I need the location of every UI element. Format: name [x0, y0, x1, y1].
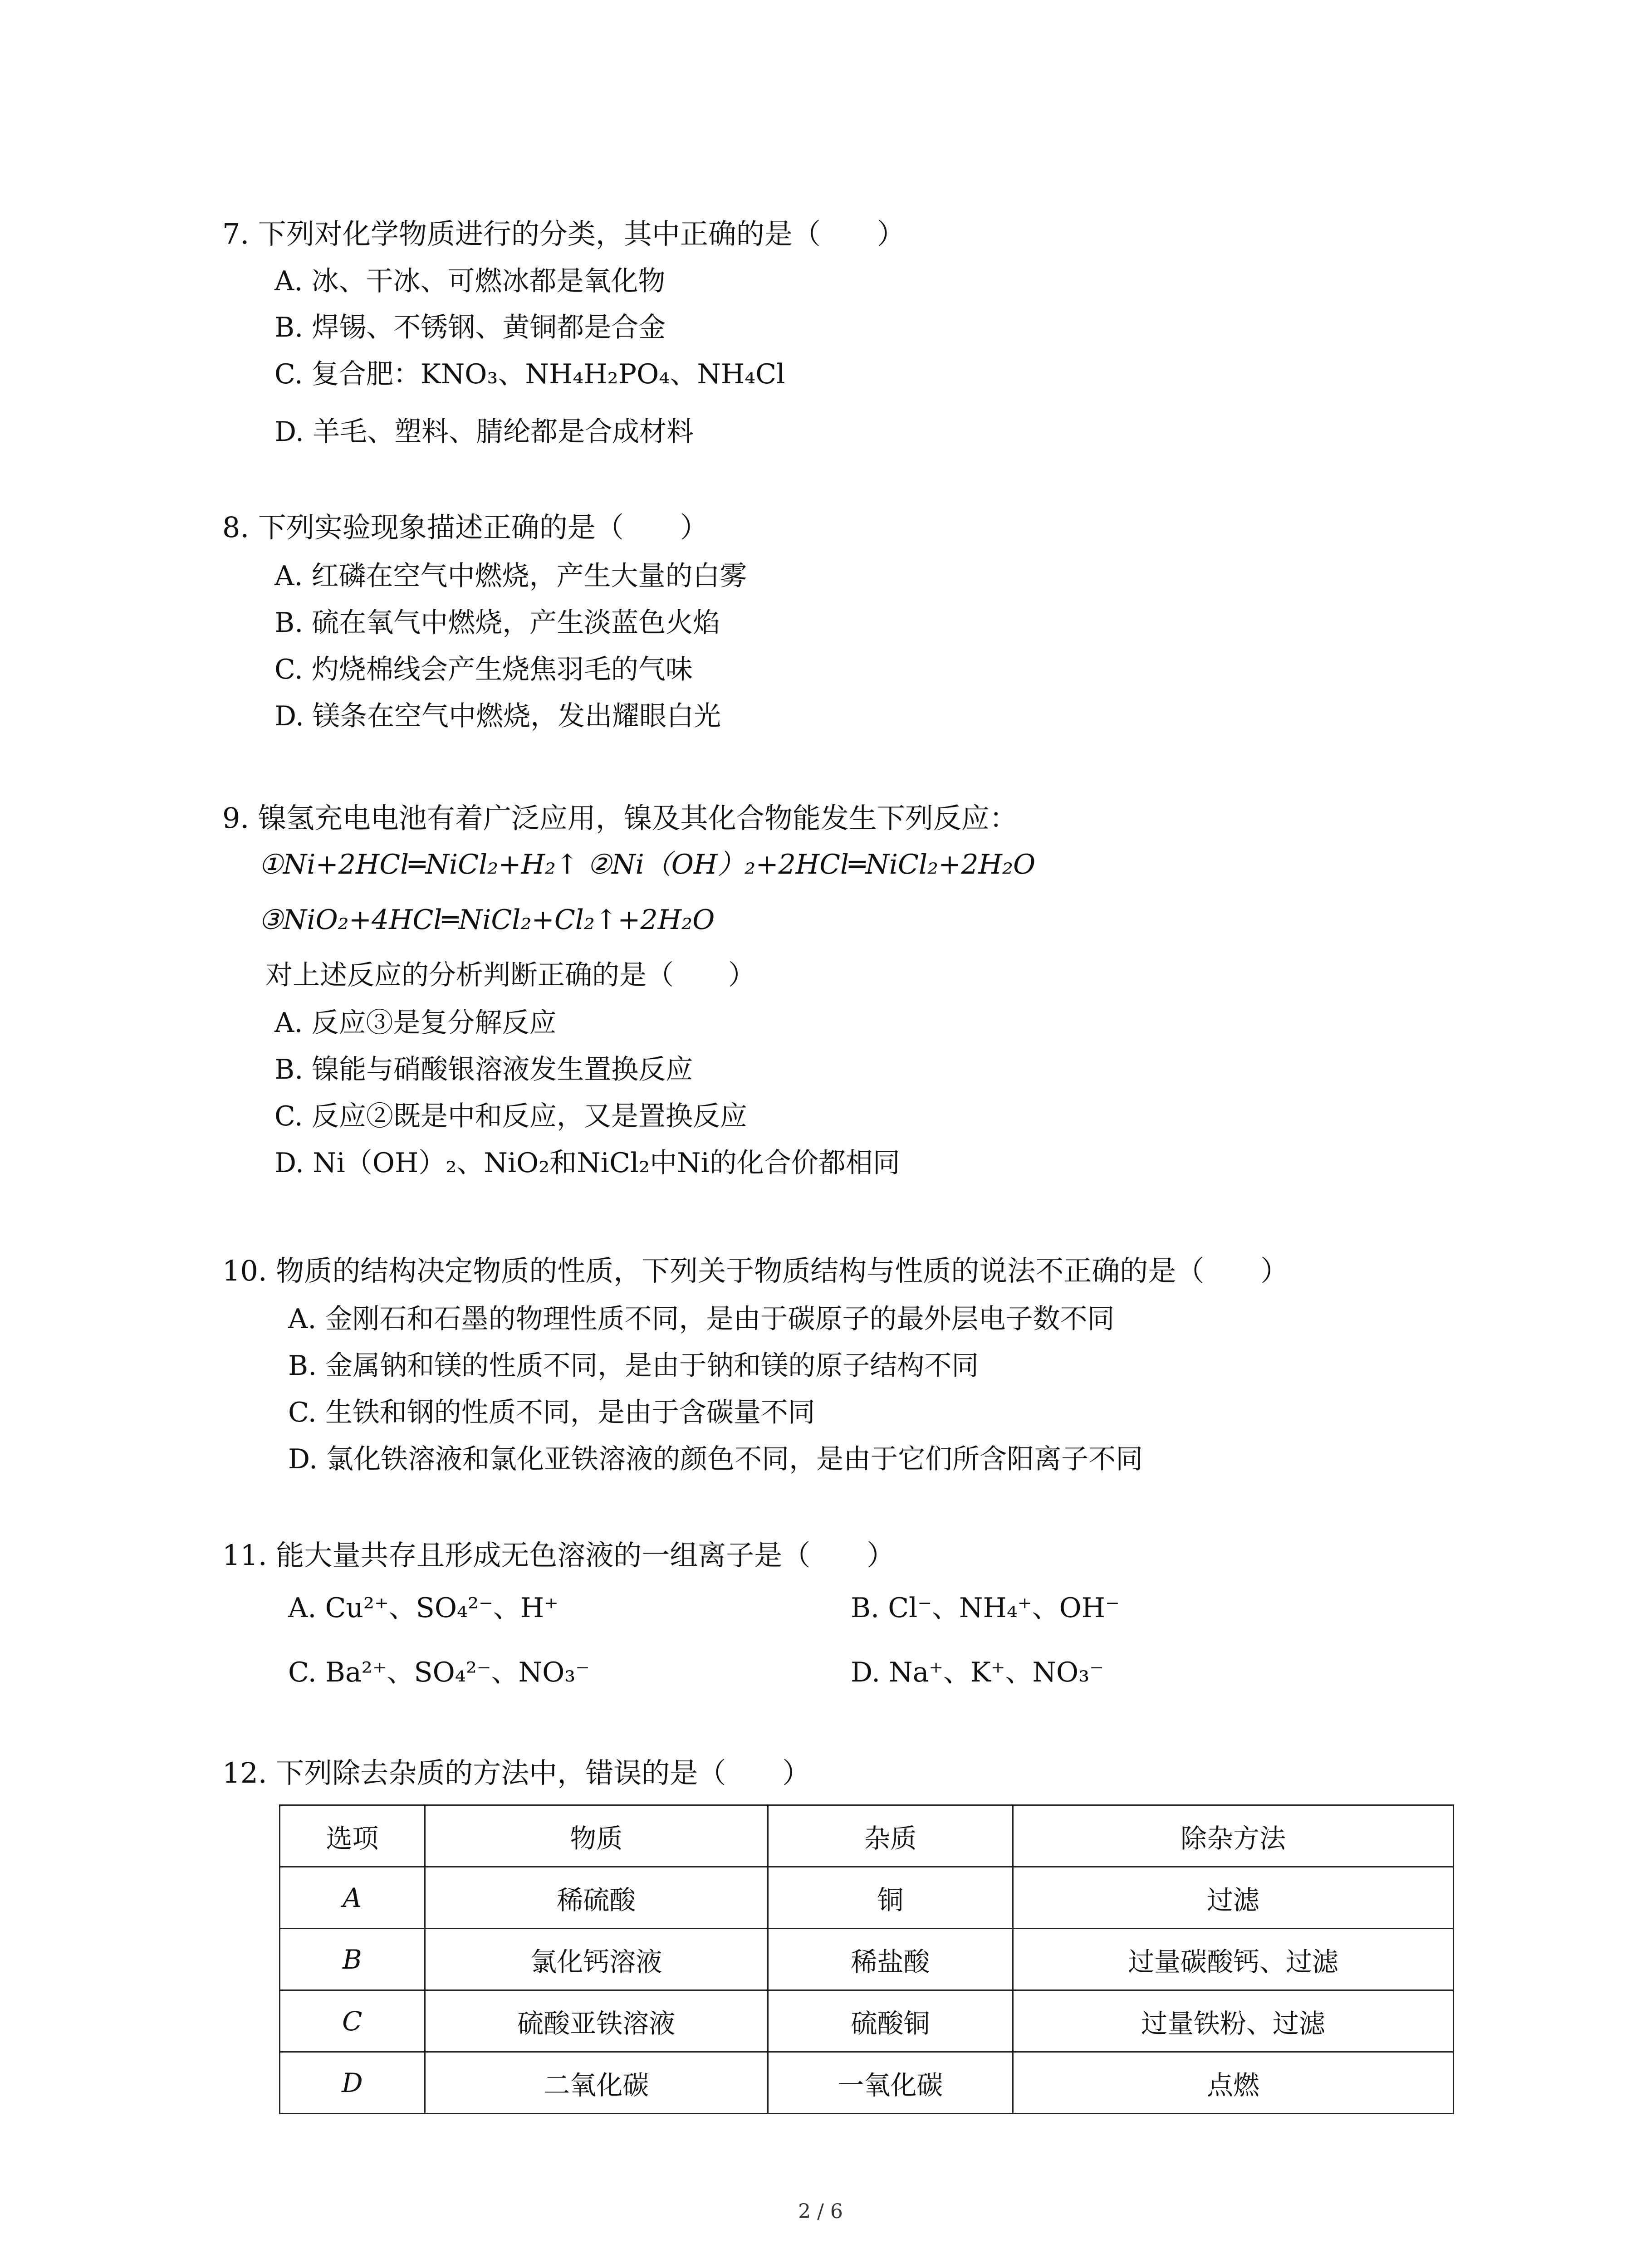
- question-11-option-a: A. Cu²⁺、SO₄²⁻、H⁺: [288, 1592, 558, 1624]
- question-9-option-c: C. 反应②既是中和反应，又是置换反应: [274, 1100, 747, 1132]
- question-7-option-a: A. 冰、干冰、可燃冰都是氧化物: [274, 265, 666, 297]
- table-header-row: [280, 1805, 1454, 1867]
- question-10-option-d: D. 氯化铁溶液和氯化亚铁溶液的颜色不同，是由于它们所含阳离子不同: [288, 1443, 1143, 1475]
- table-cell-option: A: [280, 1867, 425, 1929]
- table-cell-substance: 硫酸亚铁溶液: [425, 1990, 768, 2052]
- question-10-option-c: C. 生铁和钢的性质不同，是由于含碳量不同: [288, 1397, 815, 1428]
- table-cell-method: 过量铁粉、过滤: [1013, 1990, 1454, 2052]
- table-header-cell: 物质: [425, 1805, 768, 1867]
- question-8-stem: 8. 下列实验现象描述正确的是（ ）: [222, 511, 708, 544]
- table-header-cell: 杂质: [768, 1805, 1013, 1867]
- question-11-option-b: B. Cl⁻、NH₄⁺、OH⁻: [851, 1592, 1120, 1624]
- table-header-cell: 除杂方法: [1013, 1805, 1454, 1867]
- table-cell-method: 点燃: [1013, 2052, 1454, 2114]
- question-11-stem: 11. 能大量共存且形成无色溶液的一组离子是（ ）: [222, 1539, 895, 1572]
- table-row: [280, 1867, 1454, 1929]
- question-9-stem: 9. 镍氢充电电池有着广泛应用，镍及其化合物能发生下列反应：: [222, 802, 1018, 835]
- question-11-option-c: C. Ba²⁺、SO₄²⁻、NO₃⁻: [288, 1657, 590, 1688]
- table-cell-option: B: [280, 1929, 425, 1990]
- table-cell-impurity: 铜: [768, 1867, 1013, 1929]
- question-8-option-c: C. 灼烧棉线会产生烧焦羽毛的气味: [274, 654, 693, 685]
- table-row: [280, 2052, 1454, 2114]
- table-cell-impurity: 硫酸铜: [768, 1990, 1013, 2052]
- question-10-option-a: A. 金刚石和石墨的物理性质不同，是由于碳原子的最外层电子数不同: [288, 1303, 1115, 1335]
- question-9-equation-1-2: ①Ni+2HCl═NiCl₂+H₂↑ ②Ni（OH）₂+2HCl═NiCl₂+2H₂O: [259, 849, 1036, 880]
- table-cell-substance: 稀硫酸: [425, 1867, 768, 1929]
- question-9-equation-3: ③NiO₂+4HCl═NiCl₂+Cl₂↑+2H₂O: [259, 904, 715, 936]
- question-7-option-b: B. 焊锡、不锈钢、黄铜都是合金: [274, 312, 666, 343]
- table-header-cell: 选项: [280, 1805, 425, 1867]
- table-cell-substance: 二氧化碳: [425, 2052, 768, 2114]
- page-number: 2 / 6: [798, 2200, 843, 2223]
- question-7-stem: 7. 下列对化学物质进行的分类，其中正确的是（ ）: [222, 217, 905, 250]
- table-cell-impurity: 稀盐酸: [768, 1929, 1013, 1990]
- question-7-option-c: C. 复合肥：KNO₃、NH₄H₂PO₄、NH₄Cl: [274, 358, 785, 390]
- table-cell-method: 过滤: [1013, 1867, 1454, 1929]
- question-8-option-a: A. 红磷在空气中燃烧，产生大量的白雾: [274, 560, 747, 592]
- question-9-option-d: D. Ni（OH）₂、NiO₂和NiCl₂中Ni的化合价都相同: [274, 1147, 900, 1179]
- question-8-option-d: D. 镁条在空气中燃烧，发出耀眼白光: [274, 700, 721, 732]
- table-cell-impurity: 一氧化碳: [768, 2052, 1013, 2114]
- impurity-removal-table: [279, 1804, 1454, 2114]
- question-9-option-b: B. 镍能与硝酸银溶液发生置换反应: [274, 1054, 693, 1085]
- table-cell-method: 过量碳酸钙、过滤: [1013, 1929, 1454, 1990]
- question-8-option-b: B. 硫在氧气中燃烧，产生淡蓝色火焰: [274, 607, 720, 639]
- question-7-option-d: D. 羊毛、塑料、腈纶都是合成材料: [274, 416, 694, 448]
- question-10-stem: 10. 物质的结构决定物质的性质，下列关于物质结构与性质的说法不正确的是（ ）: [222, 1254, 1289, 1287]
- question-12-stem: 12. 下列除去杂质的方法中，错误的是（ ）: [222, 1756, 811, 1789]
- table-cell-substance: 氯化钙溶液: [425, 1929, 768, 1990]
- question-11-option-d: D. Na⁺、K⁺、NO₃⁻: [851, 1657, 1104, 1688]
- table-row: [280, 1990, 1454, 2052]
- question-9-subquestion: 对上述反应的分析判断正确的是（ ）: [265, 959, 755, 991]
- table-row: [280, 1929, 1454, 1990]
- table-cell-option: C: [280, 1990, 425, 2052]
- table-cell-option: D: [280, 2052, 425, 2114]
- question-10-option-b: B. 金属钠和镁的性质不同，是由于钠和镁的原子结构不同: [288, 1350, 979, 1382]
- question-9-option-a: A. 反应③是复分解反应: [274, 1007, 557, 1039]
